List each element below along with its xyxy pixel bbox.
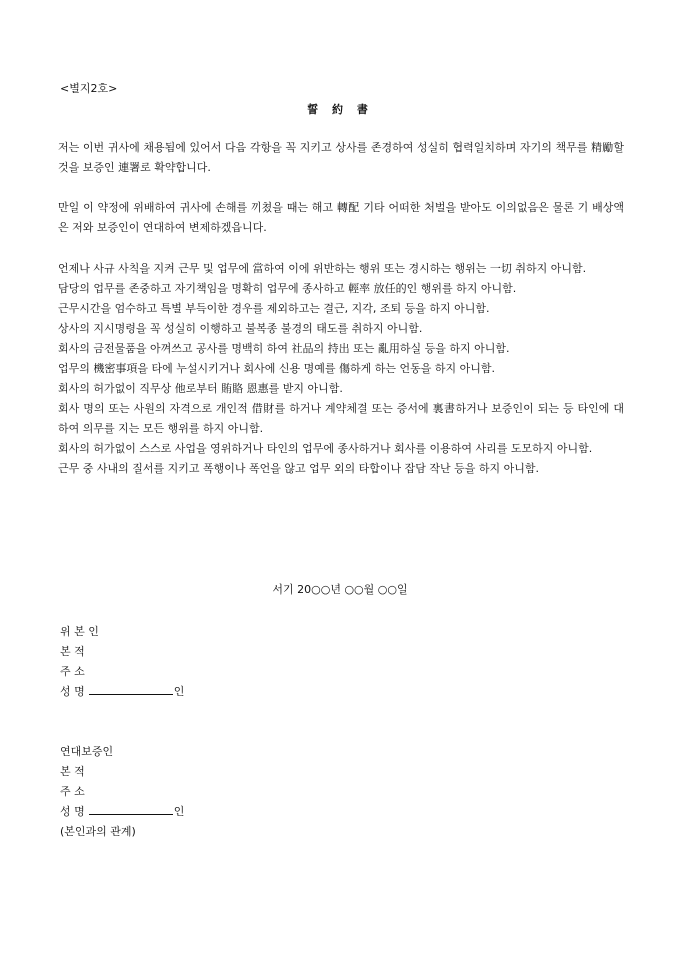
guarantor-domicile-label: 본 적 xyxy=(60,765,85,778)
guarantor-seal-mark: 인 xyxy=(173,805,185,818)
pledge-item: 상사의 지시명령을 꼭 성실히 이행하고 불복종 불경의 태도를 취하지 아니함. xyxy=(58,322,423,335)
pledge-item: 회사 명의 또는 사원의 자격으로 개인적 借財를 하거나 계약체결 또는 증서에 裏書하거나 보증인이 되는 등 타인에 대하여 의무를 지는 모든 행위를 하지 아니함. xyxy=(58,402,624,435)
pledge-item: 언제나 사규 사칙을 지켜 근무 및 업무에 當하여 이에 위반하는 행위 또는 경시하는 행위는 一切 취하지 아니함. xyxy=(58,262,587,275)
pledge-items xyxy=(58,259,624,479)
principal-heading: 위 본 인 xyxy=(60,625,99,638)
penalty-paragraph: 만일 이 약정에 위배하여 귀사에 손해를 끼쳤을 때는 해고 轉配 기타 어떠한 처벌을 받아도 이의없음은 물론 기 배상액은 저와 보증인이 연대하여 변제하겠읍니다. xyxy=(58,201,624,234)
guarantor-relation-label: (본인과의 관계) xyxy=(60,825,136,838)
pledge-item: 회사의 허가없이 직무상 他로부터 賄賂 恩惠를 받지 아니함. xyxy=(58,382,343,395)
guarantor-name-blank[interactable] xyxy=(89,803,173,815)
principal-address-label: 주 소 xyxy=(60,665,85,678)
intro-paragraph: 저는 이번 귀사에 채용됨에 있어서 다음 각항을 꼭 지키고 상사를 존경하여 성실히 협력일치하며 자기의 책무를 精勵할 것을 보증인 連署로 확약합니다. xyxy=(58,141,624,174)
pledge-item: 근무시간을 엄수하고 특별 부득이한 경우를 제외하고는 결근, 지각, 조퇴 등을 하지 아니함. xyxy=(58,302,490,315)
principal-name-label: 성 명 xyxy=(60,685,85,698)
guarantor-block xyxy=(60,742,184,842)
principal-domicile-label: 본 적 xyxy=(60,645,85,658)
pledge-item: 근무 중 사내의 질서를 지키고 폭행이나 폭언을 않고 업무 외의 타합이나 잡담 작난 등을 하지 아니함. xyxy=(58,462,539,475)
guarantor-heading: 연대보증인 xyxy=(60,745,114,758)
guarantor-address-label: 주 소 xyxy=(60,785,85,798)
pledge-item: 회사의 금전물품을 아껴쓰고 공사를 명백히 하여 社品의 持出 또는 亂用하실 등을 하지 아니함. xyxy=(58,342,510,355)
guarantor-name-row xyxy=(60,802,184,822)
principal-name-row xyxy=(60,682,184,702)
document-title: 誓 約 書 xyxy=(307,103,373,116)
pledge-item: 담당의 업무를 존중하고 자기책임을 명확히 업무에 종사하고 輕率 放任的인 행위를 하지 아니함. xyxy=(58,282,517,295)
pledge-item: 회사의 허가없이 스스로 사업을 영위하거나 타인의 업무에 종사하거나 회사를 이용하여 사리를 도모하지 아니함. xyxy=(58,442,593,455)
principal-seal-mark: 인 xyxy=(173,685,185,698)
principal-name-blank[interactable] xyxy=(89,683,173,695)
form-number: <별지2호> xyxy=(60,82,118,95)
date-line: 서기 20○○년 ○○월 ○○일 xyxy=(272,583,408,596)
principal-block xyxy=(60,622,184,702)
guarantor-name-label: 성 명 xyxy=(60,805,85,818)
pledge-item: 업무의 機密事項을 타에 누설시키거나 회사에 신용 명예를 傷하게 하는 언동을 하지 아니함. xyxy=(58,362,495,375)
